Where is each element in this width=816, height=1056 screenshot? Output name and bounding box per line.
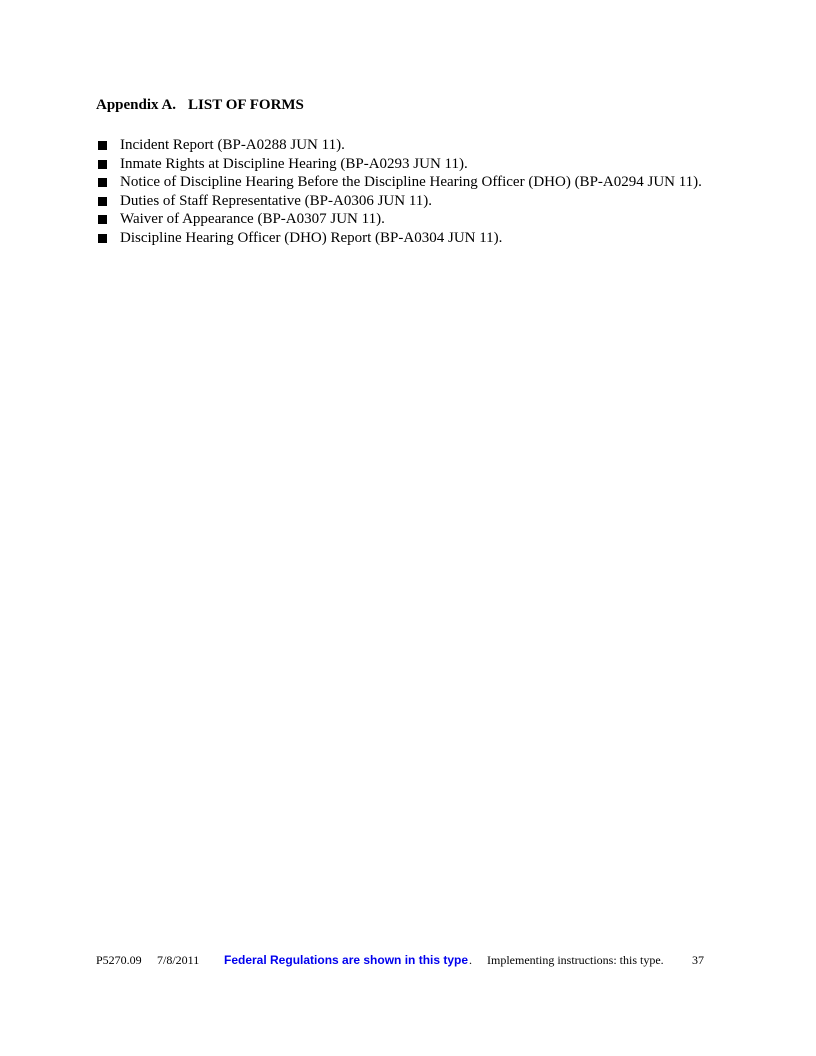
form-name: Discipline Hearing Officer (DHO) Report (BP-A0304 JUN 11). bbox=[120, 229, 503, 246]
document-number: P5270.09 bbox=[96, 953, 142, 967]
federal-regulations-note: Federal Regulations are shown in this type bbox=[224, 953, 469, 967]
form-name: Incident Report (BP-A0288 JUN 11). bbox=[120, 137, 345, 153]
form-name: Duties of Staff Representative (BP-A0306 JUN 11). bbox=[120, 192, 433, 209]
form-name: Inmate Rights at Discipline Hearing (BP-A0293 JUN 11). bbox=[120, 155, 468, 172]
square-bullet-icon bbox=[98, 197, 107, 206]
form-name: Waiver of Appearance (BP-A0307 JUN 11). bbox=[120, 211, 385, 228]
page-number: 37 bbox=[692, 953, 704, 967]
implementing-instructions-note: Implementing instructions: this type. bbox=[487, 953, 664, 967]
page-footer bbox=[96, 952, 736, 968]
appendix-heading bbox=[96, 97, 304, 114]
square-bullet-icon bbox=[98, 178, 107, 187]
square-bullet-icon bbox=[98, 215, 107, 224]
square-bullet-icon bbox=[98, 234, 107, 243]
square-bullet-icon bbox=[98, 160, 107, 169]
document-date: 7/8/2011 bbox=[157, 953, 200, 967]
form-name: Notice of Discipline Hearing Before the Discipline Hearing Officer (DHO) (BP-A0294 JUN 11). bbox=[120, 174, 702, 191]
square-bullet-icon bbox=[98, 141, 107, 150]
federal-regulations-period: . bbox=[469, 953, 472, 967]
appendix-label: Appendix A. bbox=[96, 97, 177, 113]
appendix-title: LIST OF FORMS bbox=[188, 97, 304, 113]
